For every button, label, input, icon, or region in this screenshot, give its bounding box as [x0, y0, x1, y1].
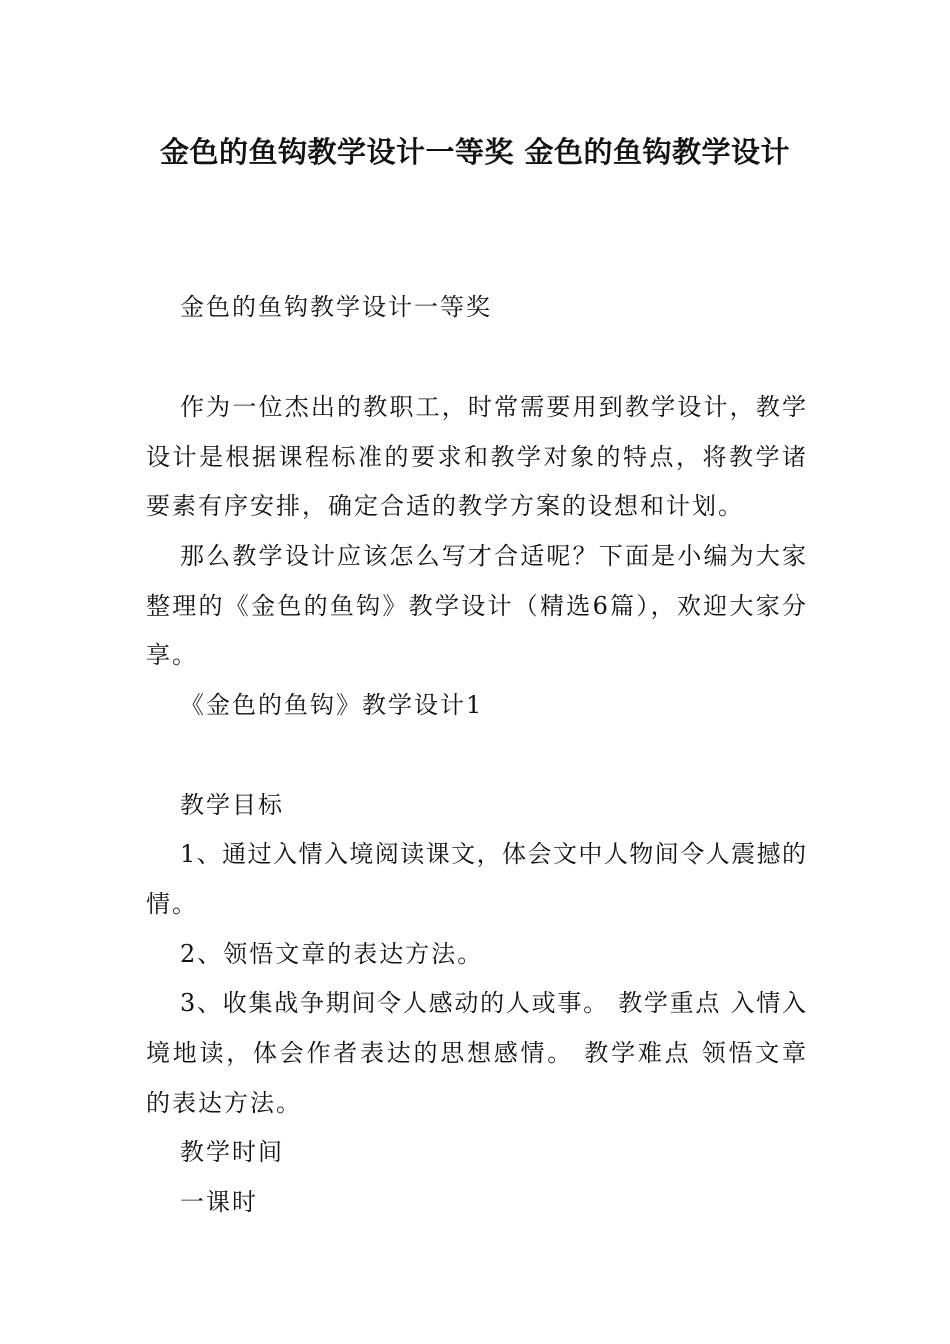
list-item: 1、通过入情入境阅读课文，体会文中人物间令人震撼的	[180, 840, 806, 868]
paragraph-line: 的表达方法。	[146, 1089, 302, 1117]
section-heading: 教学目标	[180, 791, 284, 819]
paragraph-line: 整理的《金色的鱼钩》教学设计（精选6篇），欢迎大家分	[146, 592, 806, 620]
section-heading: 教学时间	[180, 1138, 284, 1166]
section-heading: 《金色的鱼钩》教学设计1	[180, 691, 484, 719]
paragraph-line: 境地读，体会作者表达的思想感情。 教学难点 领悟文章	[146, 1039, 806, 1067]
paragraph-line: 作为一位杰出的教职工，时常需要用到教学设计，教学	[180, 393, 806, 421]
paragraph-line: 要素有序安排，确定合适的教学方案的设想和计划。	[146, 492, 744, 520]
list-item: 情。	[146, 890, 198, 918]
subtitle: 金色的鱼钩教学设计一等奖	[180, 293, 492, 321]
paragraph-line: 设计是根据课程标准的要求和教学对象的特点，将教学诸	[146, 443, 806, 471]
paragraph-line: 享。	[146, 641, 198, 669]
list-item: 2、领悟文章的表达方法。	[180, 940, 484, 968]
paragraph-line: 那么教学设计应该怎么写才合适呢？下面是小编为大家	[180, 542, 806, 570]
paragraph-line: 一课时	[180, 1188, 258, 1216]
list-item: 3、收集战争期间令人感动的人或事。 教学重点 入情入	[180, 989, 806, 1017]
document-title: 金色的鱼钩教学设计一等奖 金色的鱼钩教学设计	[159, 135, 791, 169]
